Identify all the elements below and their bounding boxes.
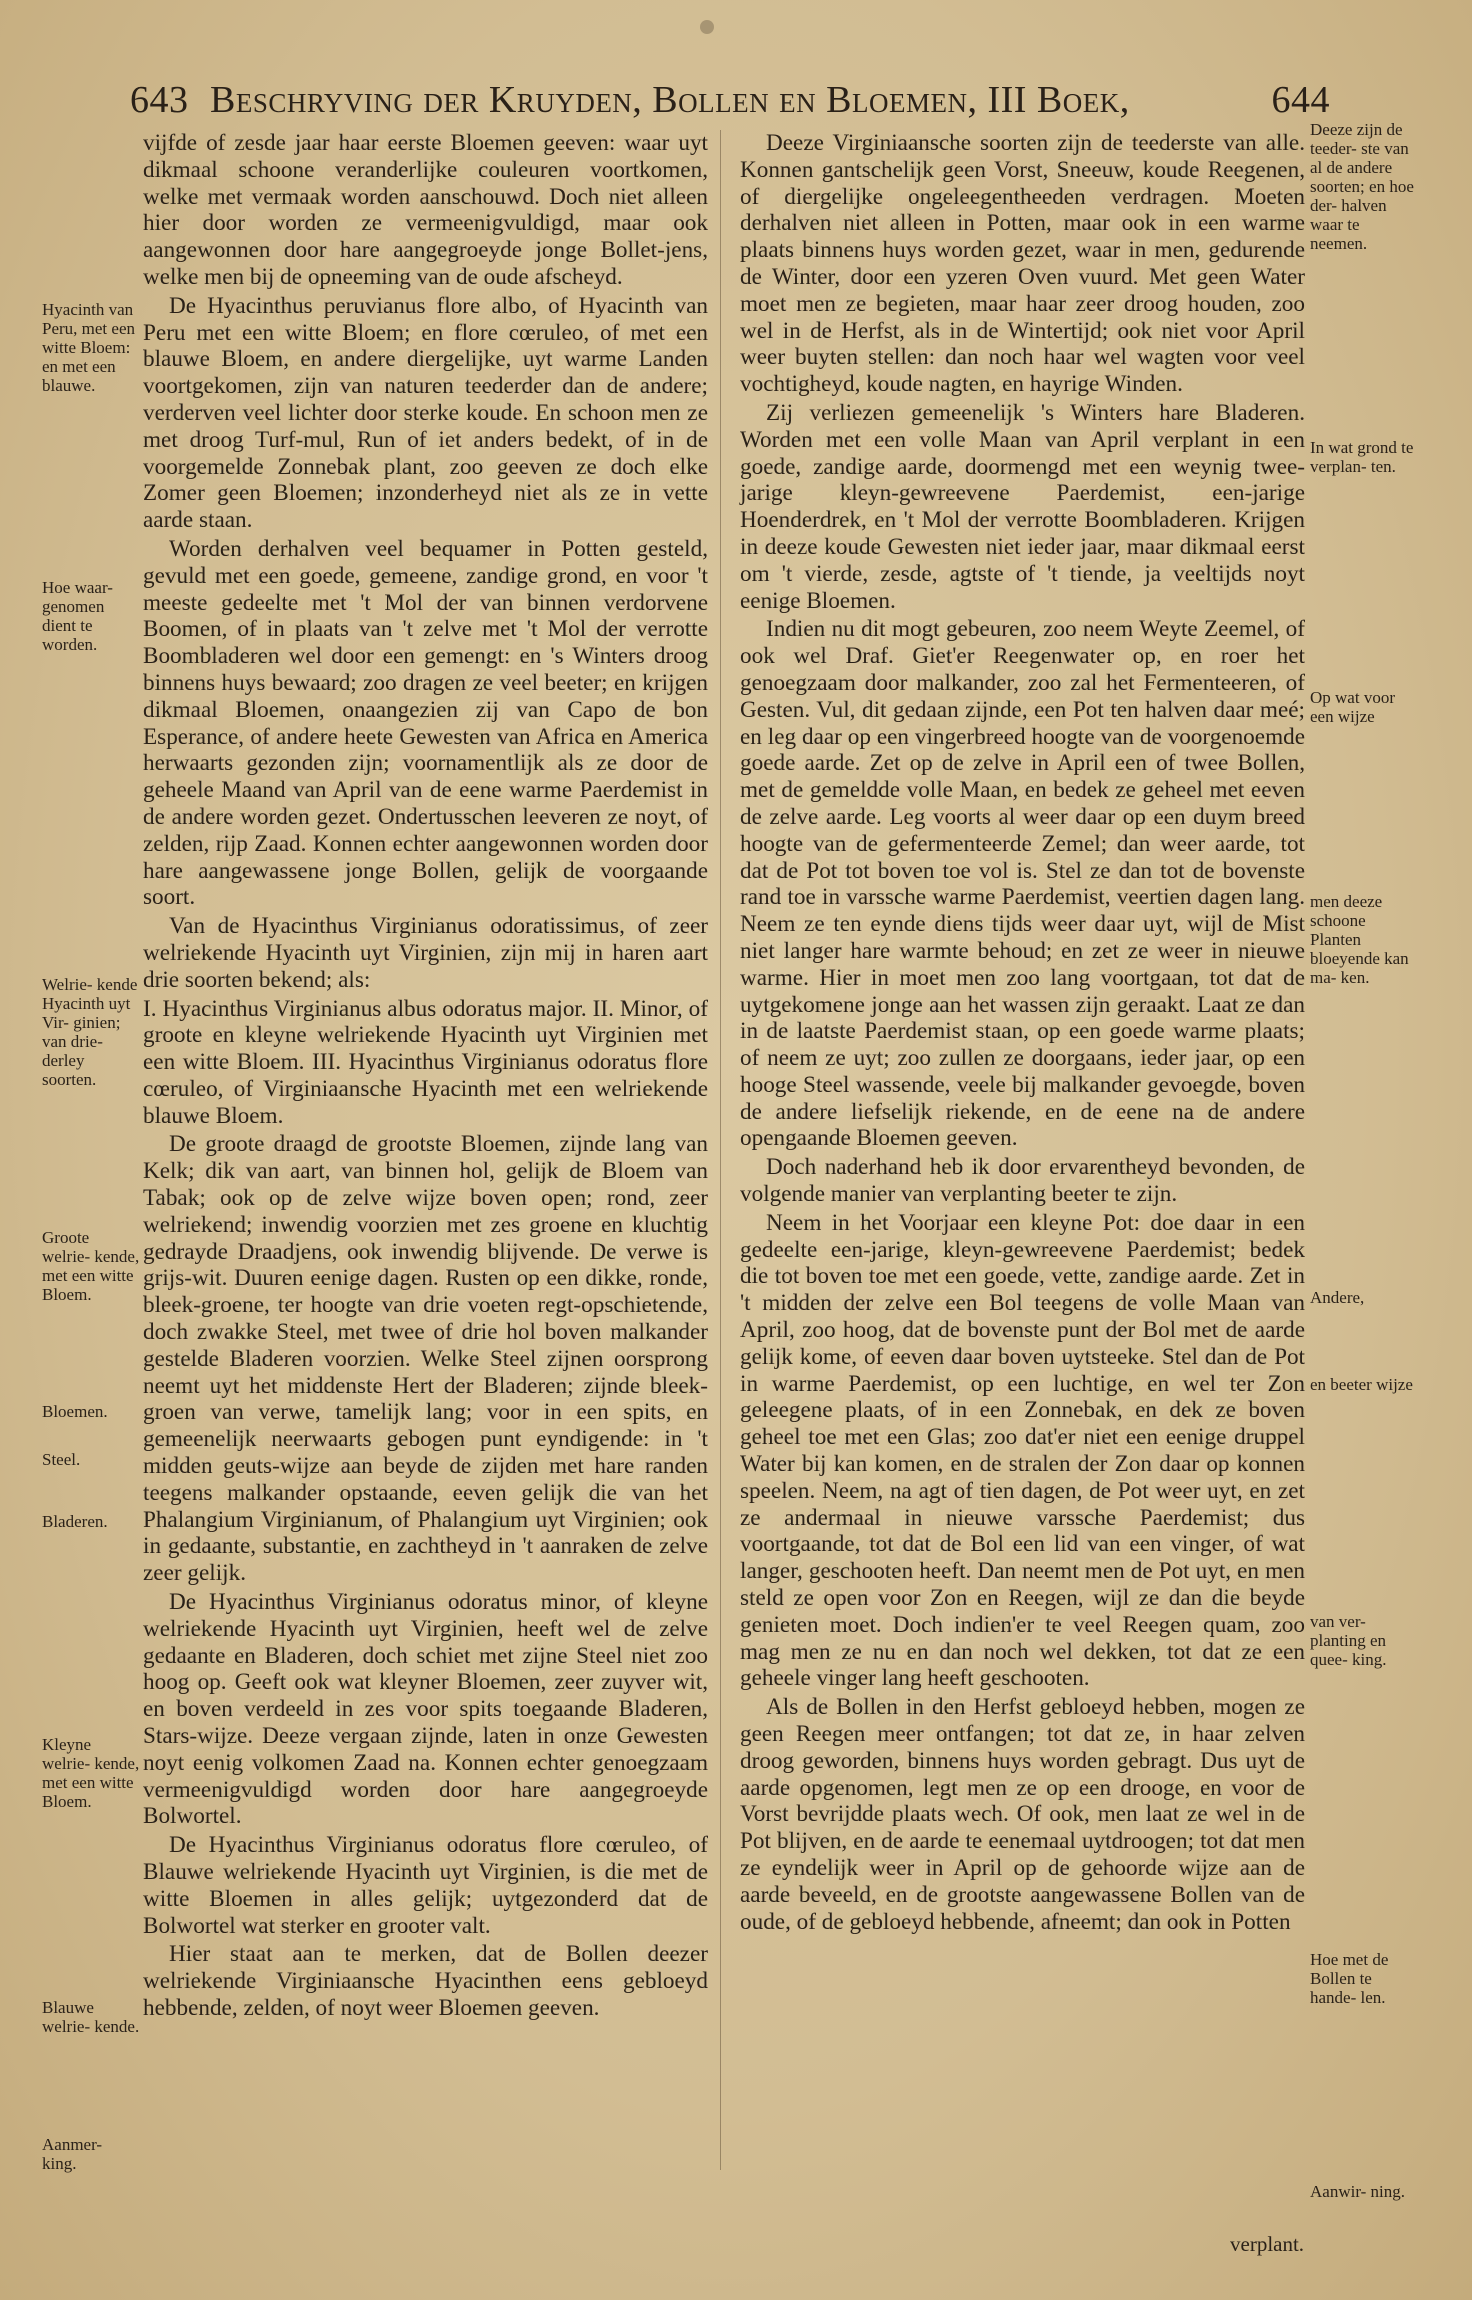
margin-note-left: Kleyne welrie- kende, met een witte Bloem. — [42, 1735, 140, 1811]
right-column — [740, 130, 1305, 1937]
margin-note-right: van ver- planting en quee- king. — [1310, 1612, 1387, 1669]
margin-note-right: Hoe met de Bollen te hande- len. — [1310, 1950, 1389, 2007]
paragraph: De Hyacinthus peruvianus flore albo, of Hyacinth van Peru met een witte Bloem; en flore cœruleo, of met een blauwe Bloem, en andere diergelijke, uyt warme Landen voortgekomen, zijn van naturen teederder dan de andere; verderven veel lichter door sterke koude. En schoon men ze met droog Turf-mul, Run of iet anders bedekt, of in de voorgemelde Zonnebak plant, zoo geeven ze doch elke Zomer geen Bloemen; inzonderheyd niet als ze in vette aarde staan. — [143, 292, 708, 534]
catchword: verplant. — [1230, 2232, 1305, 2256]
margin-note-left: Bloemen. — [42, 1402, 108, 1421]
margin-note-right: men deeze schoone Planten bloeyende kan ma- ken. — [1310, 892, 1409, 987]
margin-note-right: Aanwir- ning. — [1310, 2182, 1406, 2201]
margin-note-left: Bladeren. — [42, 1512, 108, 1531]
paragraph: Hier staat aan te merken, dat de Bollen deezer welriekende Virginiaansche Hyacinthen eens gebloeyd hebbende, zelden, of noyt weer Bloemen geeven. — [143, 1941, 708, 2021]
paragraph: De groote draagd de grootste Bloemen, zijnde lang van Kelk; dik van aart, van binnen hol, gelijk de Bloem van Tabak; ook op de zelve wijze boven open; rond, zeer welriekend; inwendig voorzien met zes groene en kluchtig gedrayde Draadjens, ook inwendig blijvende. De verwe is grijs-wit. Duuren eenige dagen. Rusten op een dikke, ronde, bleek-groene, ter hoogte van drie voeten regt-opschietende, doch zwakke Steel, met twee of drie hol boven malkander gestelde Bladeren voorzien. Welke Steel zijnen oorsprong neemt uyt het middenste Hert der Bladeren; zijnde bleek-groen van verwe, tamelijk lang; voor in een spits, en gemeenelijk neerwaarts gebogen punt eyndigende: in 't midden geuts-wijze aan beyde de zijden met hare randen teegens malkander opstaande, eeven gelijk die van het Phalangium Virginianum, of Phalangium uyt Virginien; ook in gedaante, substantie, en zachtheyd in 't aanraken de zelve zeer gelijk. — [143, 1131, 708, 1587]
margin-note-left: Aanmer- king. — [42, 2135, 103, 2173]
paragraph: Zij verliezen gemeenelijk 's Winters hare Bladeren. Worden met een volle Maan van April verplant in een goede, zandige aarde, doormengd met een weynig twee-jarige kleyn-gewreevene Paerdemist, een-jarige Hoenderdrek, en 't Mol der verrotte Boombladeren. Krijgen in deeze koude Gewesten niet ieder jaar, maar dikmaal eerst om 't vierde, zesde, agtste of 't tiende, ja veeltijds noyt eenige Bloemen. — [740, 399, 1305, 614]
margin-note-right: Andere, — [1310, 1288, 1365, 1307]
margin-note-right: In wat grond te verplan- ten. — [1310, 438, 1414, 476]
margin-note-right: Op wat voor een wijze — [1310, 688, 1395, 726]
paragraph: Neem in het Voorjaar een kleyne Pot: doe daar in een gedeelte een-jarige, kleyn-gewreevene Paerdemist; bedek die tot boven toe met een goede, vette, zandige aarde. Zet in 't midden der zelve een Bol teegens de volle Maan van April, zoo hoog, dat de bovenste punt der Bol met de aarde gelijk kome, of eeven daar boven uytsteeke. Stel dan de Pot in warme Paerdemist, op een luchtige, en wel ter Zon geleegene plaats, of in een Zonnebak, en dek ze boven geheel toe met een Glas; zoo dat'er niet een eenige druppel Water bij kan komen, en de stralen der Zon daar op konnen speelen. Neem, na agt of tien dagen, de Pot weer uyt, en zet ze andermaal in nieuwe varssche Paerdemist; dus voortgaande, tot dat de Bol een lid van een vinger, of wat langer, geschooten heeft. Dan neemt men de Pot uyt, en men steld ze open voor Zon en Reegen, wijl ze dan die beyde genieten moet. Doch indien'er te veel Reegen quam, zoo mag men ze nu en dan noch wel dekken, tot dat ze een geheele vinger lang heeft geschooten. — [740, 1209, 1305, 1692]
margin-note-right: en beeter wijze — [1310, 1375, 1413, 1394]
margin-note-left: Hyacinth van Peru, met een witte Bloem: en met een blauwe. — [42, 300, 135, 395]
ornament-mark — [700, 20, 714, 34]
margin-note-left: Blauwe welrie- kende. — [42, 1998, 140, 2036]
page-number-right: 644 — [1271, 79, 1330, 121]
paragraph: Doch naderhand heb ik door ervarentheyd bevonden, de volgende manier van verplanting beeter te zijn. — [740, 1154, 1305, 1208]
margin-note-left: Welrie- kende Hyacinth uyt Vir- ginien; van drie- derley soorten. — [42, 975, 138, 1089]
paragraph: Deeze Virginiaansche soorten zijn de teederste van alle. Konnen gantschelijk geen Vorst, Sneeuw, koude Reegenen, of diergelijke ongeleegentheeden verdragen. Moeten derhalven niet alleen in Potten, maar ook in een warme plaats binnens huys worden gezet, waar in men, gedurende de Winter, door een yzeren Oven vuurd. Met geen Water moet men ze begieten, maar haar zeer droog houden, zoo wel in de Herfst, als in de Wintertijd; ook niet voor April weer buyten stellen: dan noch haar wel wagten voor veel vochtigheyd, koude nagten, en hayrige Winden. — [740, 130, 1305, 398]
running-header — [130, 78, 1330, 134]
margin-note-left: Steel. — [42, 1450, 81, 1469]
paragraph: Indien nu dit mogt gebeuren, zoo neem Weyte Zeemel, of ook wel Draf. Giet'er Reegenwater op, en roer het genoegzaam door malkander, zoo zal het Fermenteeren, of Gesten. Vul, dit gedaan zijnde, een Pot ten halven daar meé; en leg daar op een vingerbreed hoogte van de voorgenoemde goede aarde. Zet op de zelve in April een of twee Bollen, met de gemeldde volle Maan, en bedek ze geheel met eeven de zelve aarde. Leg voorts al weer daar op een duym breed hoogte van de gefermenteerde Zemel; dan weer aarde, tot dat de Pot tot boven toe vol is. Stel ze dan tot de bovenste rand toe in varssche warme Paerdemist, veertien dagen lang. Neem ze ten eynde diens tijds weer daar uyt, wijl de Mist niet langer hare warmte behoud; en zet ze weer in nieuwe warme. Hier in moet men zoo lang voortgaan, tot dat de uytgekomene jonge aan het wassen zijn geraakt. Laat ze dan in de laatste Paerdemist staan, op een goede warme plaats; of neem ze uyt; zoo zullen ze doorgaans, ieder jaar, op een hooge Steel wassende, veele bij malkander gevoegde, boven de andere liefselijk riekende, en de eene na de andere opengaande Bloemen geeven. — [740, 616, 1305, 1152]
header-title: Beschryving der Kruyden, Bollen en Bloemen, III Boek, — [210, 79, 1130, 121]
margin-note-left: Groote welrie- kende, met een witte Bloem. — [42, 1228, 140, 1304]
paragraph: De Hyacinthus Virginianus odoratus flore cœruleo, of Blauwe welriekende Hyacinth uyt Virginien, is die met de witte Bloemen in alles gelijk; uytgezonderd dat de Bolwortel wat sterker en grooter valt. — [143, 1832, 708, 1939]
margin-note-left: Hoe waar- genomen dient te worden. — [42, 578, 113, 654]
paragraph: vijfde of zesde jaar haar eerste Bloemen geeven: waar uyt dikmaal schoone veranderlijke couleuren voortkomen, welke met vermaak worden aanschouwd. Doch niet alleen hier door worden ze vermeenigvuldigd, maar ook aangewonnen door hare aangegroeyde jonge Bollet-jens, welke men bij de opneeming van de oude afscheyd. — [143, 130, 708, 290]
column-divider — [720, 130, 721, 2170]
margin-note-right: Deeze zijn de teeder- ste van al de andere soorten; en hoe der- halven waar te neemen. — [1310, 120, 1414, 253]
paragraph: Van de Hyacinthus Virginianus odoratissimus, of zeer welriekende Hyacinth uyt Virginien, zijn mij in haren aart drie soorten bekend; als: — [143, 913, 708, 993]
paragraph: De Hyacinthus Virginianus odoratus minor, of kleyne welriekende Hyacinth uyt Virginien, heeft wel de zelve gedaante en Bladeren, doch schiet met zijne Steel niet zoo hoog op. Geeft ook wat kleyner Bloemen, zeer zuyver wit, en boven verdeeld in zes voor spits toegaande Bladeren, Stars-wijze. Deeze vergaan zijnde, laten in onze Gewesten noyt eenig volkomen Zaad na. Konnen echter genoegzaam vermeenigvuldigd worden door hare aangegroeyde Bolwortel. — [143, 1589, 708, 1830]
paragraph: Worden derhalven veel bequamer in Potten gesteld, gevuld met een goede, gemeene, zandige grond, en voor 't meeste gedeelte met 't Mol der van binnen verdorvene Boomen, of in plaats van 't zelve met 't Mol der verrotte Boombladeren wel door een gemengt: en 's Winters droog binnens huys bewaard; zoo dragen ze veel beeter; en krijgen dikmaal Bloemen, onaangezien zij van Capo de bon Esperance, of andere heete Gewesten van Africa en America herwaarts gezonden zijn; voornamentlijk als ze door de geheele Maand van April van de eene warme Paerdemist in de andere worden gezet. Ondertusschen leeveren ze noyt, of zelden, rijp Zaad. Konnen echter aangewonnen worden door hare aangewassene jonge Bollen, gelijk de voorgaande soort. — [143, 535, 708, 911]
paragraph: I. Hyacinthus Virginianus albus odoratus major. II. Minor, of groote en kleyne welriekende Hyacinth uyt Virginien met een witte Bloem. III. Hyacinthus Virginianus odoratus flore cœruleo, of Virginiaansche Hyacinth met een welriekende blauwe Bloem. — [143, 995, 708, 1129]
page-number-left: 643 — [130, 79, 189, 121]
paragraph: Als de Bollen in den Herfst gebloeyd hebben, mogen ze geen Reegen meer ontfangen; tot dat ze, in haar zelven droog geworden, binnens huys worden gebragt. Dus uyt de aarde opgenomen, legt men ze op een drooge, en voor de Vorst bevrijdde plaats wech. Of ook, men laat ze wel in de Pot blijven, en de aarde te eenemaal uytdroogen; tot dat men ze eyndelijk weer in April op de gehoorde wijze aan de aarde beveeld, en de grootste aangewassene Bollen van de oude, of de gebloeyd hebbende, afneemt; dan ook in Potten — [740, 1694, 1305, 1935]
left-column — [143, 130, 708, 2024]
